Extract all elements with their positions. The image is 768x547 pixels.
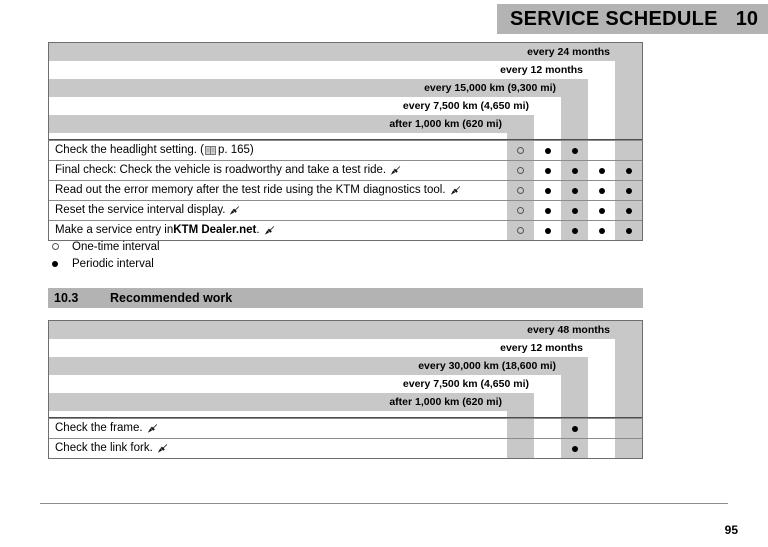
footer-divider [40,503,728,504]
table2-col3-header-fill-5 [561,393,588,411]
running-head [497,4,768,34]
table1-col1-header-fill-4 [615,97,642,115]
one-time-interval-dot [517,187,524,194]
table2-col3-spacer [561,411,588,417]
table1-col1-header-fill-3 [615,79,642,97]
table-row [49,438,642,458]
mark-cell-col4 [534,439,561,458]
table1-col3-header-fill-4 [561,97,588,115]
table1-interval-header-row-3 [49,79,642,97]
table1-col2-header-fill-5 [588,115,615,133]
table1-col2-spacer [588,133,615,139]
wrench-tool-icon [229,205,240,216]
running-head-title: SERVICE SCHEDULE [509,7,718,30]
table1-header-spacer-filler [49,133,507,139]
mark-cell-col5 [507,201,534,220]
periodic-interval-dot [626,188,632,194]
table1-col2-header-fill-4 [588,97,615,115]
table1-col1-header-fill-5 [615,115,642,133]
mark-cell-col5 [507,221,534,240]
table2-col2-header-fill-3 [588,357,615,375]
table1-col4-header-cell [534,97,561,115]
table1-col2-header-fill-3 [588,79,615,97]
table1-col1-header-cell [615,43,642,61]
table1-interval-label-5: after 1,000 km (620 mi) [49,115,507,133]
one-time-interval-dot [517,147,524,154]
periodic-interval-dot [572,426,578,432]
table2-task-2 [49,439,507,458]
one-time-interval-dot [517,227,524,234]
table1-task-1 [49,141,507,160]
table2-col1-header-fill-2 [615,339,642,357]
periodic-interval-dot [545,208,551,214]
mark-cell-col1 [615,161,642,180]
mark-cell-col5 [507,181,534,200]
periodic-interval-dot [545,168,551,174]
wrench-tool-icon [264,225,275,236]
running-head-chapter-number: 10 [735,7,758,30]
periodic-interval-dot [572,228,578,234]
table1-interval-label-3: every 15,000 km (9,300 mi) [49,79,561,97]
table2-col4-spacer [534,411,561,417]
table2-interval-header-row-3 [49,357,642,375]
mark-cell-col3 [561,439,588,458]
table2-col1-spacer [615,411,642,417]
table2-interval-header-row-2 [49,339,642,357]
table1-col2-header-cell [588,61,615,79]
table1-task-2 [49,161,507,180]
mark-cell-col2 [588,181,615,200]
mark-cell-col4 [534,181,561,200]
table1-interval-header-row-1 [49,43,642,61]
table2-col2-spacer [588,411,615,417]
mark-cell-col2 [588,201,615,220]
table1-interval-label-4: every 7,500 km (4,650 mi) [49,97,534,115]
table2-col5-spacer [507,411,534,417]
table1-col1-spacer [615,133,642,139]
wrench-tool-icon [390,165,401,176]
table2-interval-label-5: after 1,000 km (620 mi) [49,393,507,411]
table1-task-4 [49,201,507,220]
table2-col2-header-fill-5 [588,393,615,411]
mark-cell-col4 [534,141,561,160]
periodic-interval-dot [626,208,632,214]
periodic-interval-dot [599,168,605,174]
wrench-tool-icon [157,443,168,454]
mark-cell-col1 [615,419,642,438]
table2-col1-header-fill-5 [615,393,642,411]
periodic-interval-dot [48,261,70,267]
table1-col3-spacer [561,133,588,139]
table1-col3-header-fill-5 [561,115,588,133]
periodic-interval-dot [572,168,578,174]
table-row [49,418,642,438]
mark-cell-col1 [615,181,642,200]
mark-cell-col2 [588,439,615,458]
table1-interval-label-2: every 12 months [49,61,588,79]
mark-cell-col5 [507,141,534,160]
table1-col5-header-cell [507,115,534,133]
mark-cell-col1 [615,221,642,240]
periodic-interval-dot [545,148,551,154]
table2-interval-header-row-1 [49,321,642,339]
table-row [49,200,642,220]
legend-label-periodic: Periodic interval [72,257,154,270]
periodic-interval-dot [545,228,551,234]
periodic-interval-dot [545,188,551,194]
table2-task-2-text: Check the link fork. [55,441,153,454]
table2-col1-header-fill-3 [615,357,642,375]
table2-col1-header-fill-4 [615,375,642,393]
mark-cell-col2 [588,221,615,240]
table1-col3-header-cell [561,79,588,97]
table-row [49,220,642,240]
mark-cell-col5 [507,161,534,180]
service-schedule-table-2 [48,320,643,459]
table1-col5-spacer [507,133,534,139]
mark-cell-col5 [507,439,534,458]
table1-header-spacer [49,133,642,139]
periodic-interval-dot [572,446,578,452]
mark-cell-col2 [588,141,615,160]
table2-col4-header-cell [534,375,561,393]
manual-reference-icon [205,146,216,155]
mark-cell-col4 [534,419,561,438]
mark-cell-col4 [534,201,561,220]
table1-col4-header-fill-5 [534,115,561,133]
service-schedule-table-1 [48,42,643,241]
wrench-tool-icon [450,185,461,196]
table2-col5-header-cell [507,393,534,411]
mark-cell-col3 [561,141,588,160]
mark-cell-col1 [615,439,642,458]
periodic-interval-dot [599,188,605,194]
table2-interval-label-4: every 7,500 km (4,650 mi) [49,375,534,393]
periodic-interval-dot [626,228,632,234]
table1-task-5-text-post: . [256,223,260,236]
periodic-interval-dot [599,228,605,234]
mark-cell-col3 [561,161,588,180]
mark-cell-col2 [588,161,615,180]
interval-legend [48,238,348,272]
table1-interval-header-row-5 [49,115,642,133]
table2-interval-header-row-5 [49,393,642,411]
one-time-interval-dot [517,167,524,174]
periodic-interval-dot [572,208,578,214]
table1-task-2-text: Final check: Check the vehicle is roadworthy and take a test ride. [55,163,387,176]
table2-col1-header-cell [615,321,642,339]
table1-task-3 [49,181,507,200]
page-title: Recommended work [110,291,233,305]
table2-interval-header-row-4 [49,375,642,393]
mark-cell-col4 [534,221,561,240]
table2-interval-label-2: every 12 months [49,339,588,357]
page-number: 95 [724,523,738,537]
table-row [49,160,642,180]
table1-col4-spacer [534,133,561,139]
periodic-interval-dot [572,188,578,194]
legend-solid-dot [52,261,58,267]
legend-open-dot [52,243,59,250]
table2-col2-header-cell [588,339,615,357]
table2-header-spacer-filler [49,411,507,417]
periodic-interval-dot [572,148,578,154]
section-number: 10.3 [54,291,79,305]
table2-col3-header-fill-4 [561,375,588,393]
section-heading [48,288,643,308]
table1-task-5-text-pre: Make a service entry in [55,223,174,236]
table1-task-1-page-ref: p. 165) [217,143,254,156]
table2-header-spacer [49,411,642,417]
mark-cell-col3 [561,221,588,240]
mark-cell-col1 [615,201,642,220]
table1-interval-label-1: every 24 months [49,43,615,61]
legend-item-periodic [48,255,348,272]
wrench-tool-icon [147,423,158,434]
table1-interval-header-row-4 [49,97,642,115]
table1-task-1-text: Check the headlight setting. ( [55,143,204,156]
one-time-interval-dot [517,207,524,214]
table2-task-1-text: Check the frame. [55,421,143,434]
table-row [49,140,642,160]
mark-cell-col2 [588,419,615,438]
table2-col3-header-cell [561,357,588,375]
table1-task-4-text: Reset the service interval display. [55,203,226,216]
one-time-interval-dot [48,243,70,250]
mark-cell-col5 [507,419,534,438]
table2-interval-label-1: every 48 months [49,321,615,339]
table-row [49,180,642,200]
mark-cell-col3 [561,419,588,438]
table1-task-5-brand: KTM Dealer.net [173,223,257,236]
legend-label-one-time: One-time interval [72,240,160,253]
mark-cell-col1 [615,141,642,160]
legend-item-one-time [48,238,348,255]
table1-col1-header-fill-2 [615,61,642,79]
table2-interval-label-3: every 30,000 km (18,600 mi) [49,357,561,375]
table1-interval-header-row-2 [49,61,642,79]
table2-col2-header-fill-4 [588,375,615,393]
mark-cell-col3 [561,201,588,220]
table2-col4-header-fill-5 [534,393,561,411]
periodic-interval-dot [599,208,605,214]
table2-task-1 [49,419,507,438]
mark-cell-col4 [534,161,561,180]
mark-cell-col3 [561,181,588,200]
periodic-interval-dot [626,168,632,174]
table1-task-3-text: Read out the error memory after the test ride using the KTM diagnostics tool. [55,183,446,196]
